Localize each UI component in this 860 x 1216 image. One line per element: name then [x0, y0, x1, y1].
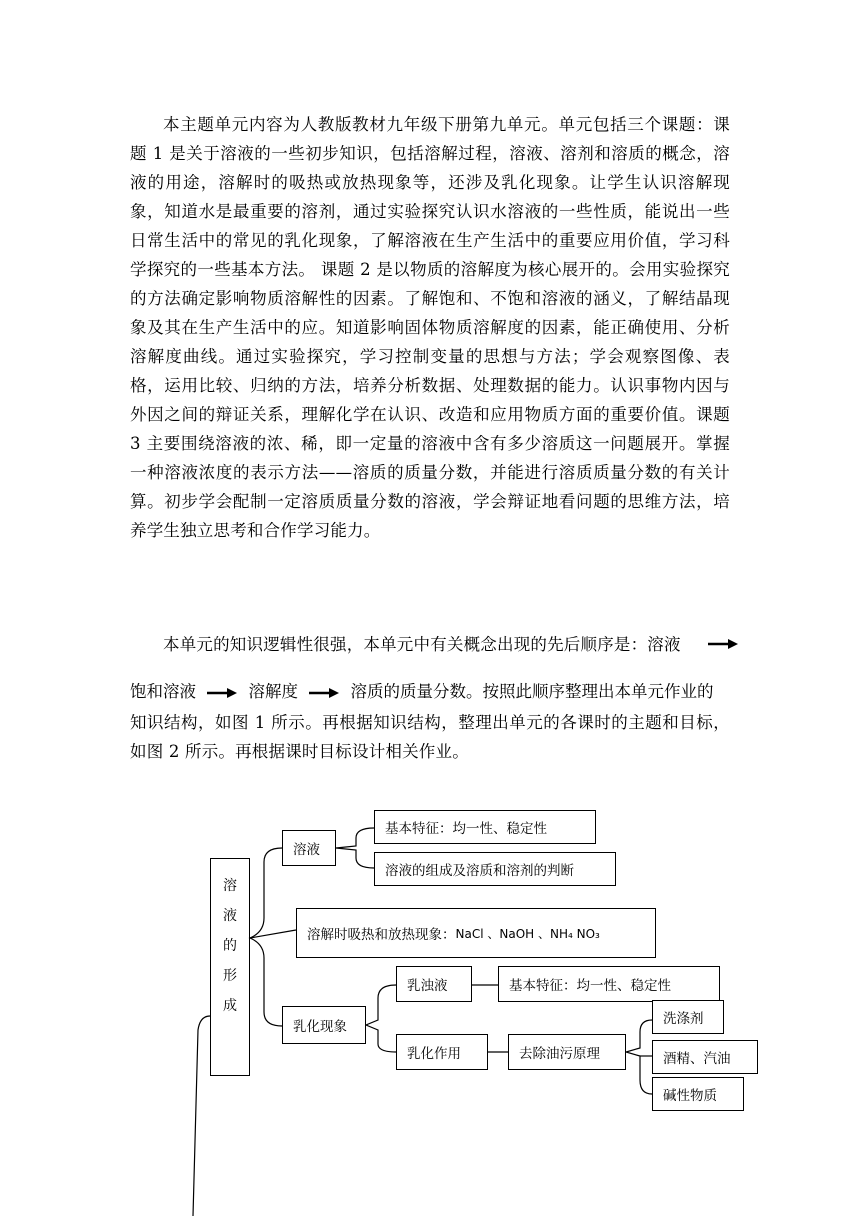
paragraph-structure-note: 知识结构，如图 1 所示。再根据知识结构，整理出单元的各课时的主题和目标，如图 2 所示。再根据课时目标设计相关作业。	[130, 713, 730, 761]
heat-label: 溶解时吸热和放热现象：	[307, 927, 456, 943]
root-char: 形	[223, 968, 237, 984]
node-basic-feature: 基本特征：均一性、稳定性	[374, 810, 596, 844]
node-alkaline: 碱性物质	[652, 1077, 744, 1111]
node-composition: 溶液的组成及溶质和溶剂的判断	[374, 852, 616, 886]
sequence-item-solubility: 溶解度	[248, 682, 298, 701]
node-emulsion-feature: 基本特征：均一性、稳定性	[498, 966, 720, 1002]
diagram-root-box	[210, 858, 250, 1076]
node-emulsification: 乳化现象	[282, 1006, 366, 1044]
root-char: 溶	[223, 878, 237, 894]
paragraph-unit-overview: 本主题单元内容为人教版教材九年级下册第九单元。单元包括三个课题：课题 1 是关于溶液的一些初步知识，包括溶解过程，溶液、溶剂和溶质的概念，溶液的用途，溶解时的吸热或放热现象等，还涉及乳化现象。让学生认识溶解现象，知道水是最重要的溶剂，通过实验探究认识水溶液的一些性质，能说出一些日常生活中的常见的乳化现象，了解溶液在生产生活中的重要应用价值，学习科学探究的一些基本方法。 课题 2 是以物质的溶解度为核心展开的。会用实验探究的方法确定影响物质溶解性的因素。了解饱和、不饱和溶液的涵义，了解结晶现象及其在生产生活中的应。知道影响固体物质溶解度的因素，能正确使用、分析溶解度曲线。通过实验探究，学习控制变量的思想与方法；学会观察图像、表格，运用比较、归纳的方法，培养分析数据、处理数据的能力。认识事物内因与外因之间的辩证关系，理解化学在认识、改造和应用物质方面的重要价值。课题 3 主要围绕溶液的浓、稀，即一定量的溶液中含有多少溶质这一问题展开。掌握一种溶液浓度的表示方法——溶质的质量分数，并能进行溶质质量分数的有关计算。初步学会配制一定溶质质量分数的溶液，学会辩证地看问题的思维方法，培养学生独立思考和合作学习能力。	[130, 115, 730, 540]
sequence-item-mass-fraction: 溶质的质量分数。按照此顺序整理出本单元作业的	[350, 682, 714, 701]
node-detergent: 洗涤剂	[652, 1000, 724, 1034]
node-degrease: 去除油污原理	[508, 1034, 626, 1070]
node-solution: 溶液	[282, 830, 336, 866]
sequence-item-saturated: 饱和溶液	[130, 682, 196, 701]
node-emulsion: 乳浊液	[396, 966, 472, 1002]
node-emulsifying-action: 乳化作用	[396, 1034, 488, 1070]
root-char: 的	[223, 938, 237, 954]
node-heat-phenomenon	[296, 908, 656, 958]
paragraph-concept-order-intro: 本单元的知识逻辑性很强，本单元中有关概念出现的先后顺序是：溶液	[163, 635, 681, 654]
root-char: 成	[223, 998, 237, 1014]
root-char: 液	[223, 908, 237, 924]
heat-items: NaCl 、NaOH 、NH₄ NO₃	[455, 926, 600, 941]
node-alcohol-gasoline: 酒精、汽油	[652, 1040, 758, 1074]
